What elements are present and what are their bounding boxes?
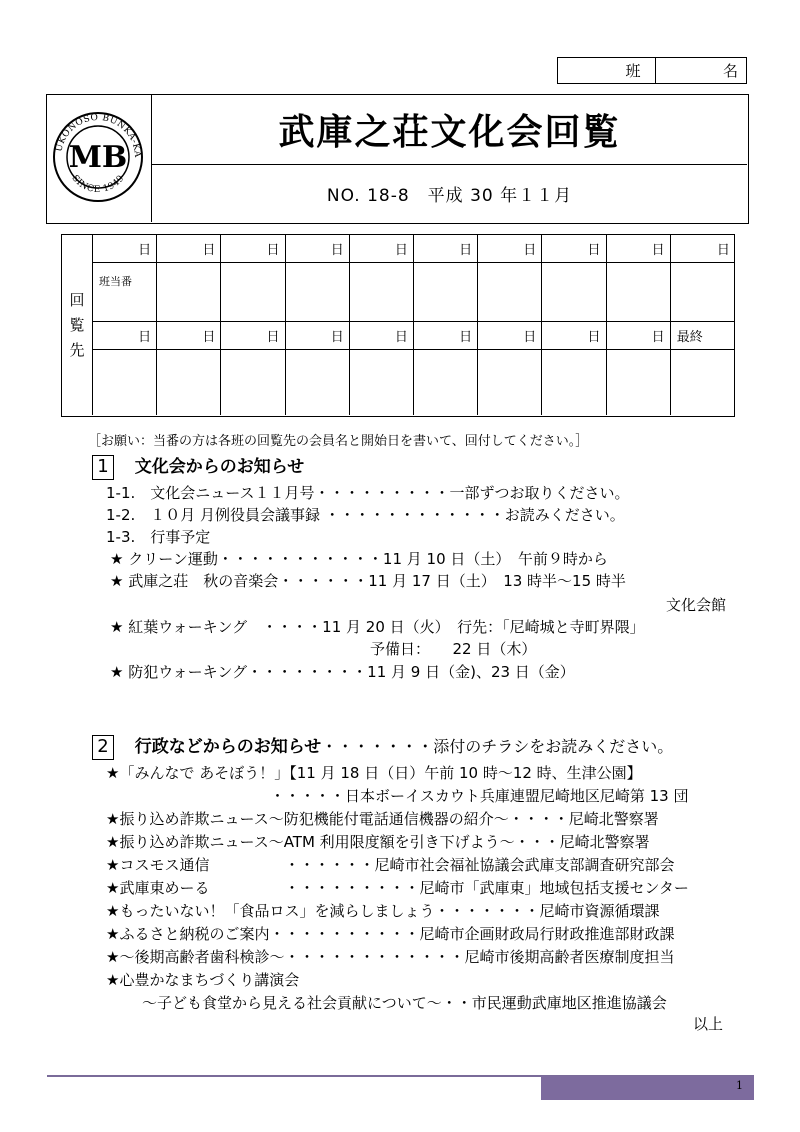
section2-line: ★武庫東めーる ・・・・・・・・・尼崎市「武庫東」地域包括支援センター [106,879,689,897]
section2-number: 2 [92,735,114,760]
section2-line: ★もったいない！「食品ロス」を減らしましょう・・・・・・・尼崎市資源循環課 [106,902,660,920]
section2-line: ～子ども食堂から見える社会貢献について～・・市民運動武庫地区推進協議会 [142,994,667,1012]
member-cell [414,350,478,415]
section1-heading [92,452,304,480]
section2-line: ★コスモス通信 ・・・・・・尼崎市社会福祉協議会武庫支部調査研究部会 [106,856,675,874]
issue-number: NO. 18-8 平成 30 年１１月 [326,186,573,206]
section1-line: ★ 紅葉ウォーキング ・・・・11 月 20 日（火） 行先：「尼崎城と寺町界隈」 [110,618,645,636]
day-cell: 日 [478,235,542,263]
final-cell: 最終 [671,322,735,350]
logo-ring-top: UKONOSO BUNKA-KA [54,112,143,159]
member-cell [286,263,350,322]
day-cell: 日 [157,235,221,263]
section2-line: ★振り込め詐欺ニュース～ATM 利用限度額を引き下げよう～・・・尼崎北警察署 [106,833,650,851]
day-cell: 日 [221,235,285,263]
logo-text: MB [68,140,128,175]
member-row-2 [93,350,735,415]
circulation-label [62,235,93,415]
day-cell: 日 [350,235,414,263]
han-label: 班 [558,58,656,83]
member-cell [607,350,671,415]
section1-line: 文化会館 [666,596,727,614]
day-cell: 日 [93,322,157,350]
day-cell: 日 [93,235,157,263]
section1-line: 1-2. １０月 月例役員会議事録 ・・・・・・・・・・・・お読みください。 [106,506,625,524]
member-cell [157,350,221,415]
day-cell: 日 [607,235,671,263]
day-cell: 日 [478,322,542,350]
member-cell [93,263,157,322]
closing-text: 以上 [693,1015,724,1033]
han-name-box [557,57,747,84]
member-cell [221,350,285,415]
member-cell [478,263,542,322]
day-cell: 日 [286,235,350,263]
day-cell: 日 [542,322,606,350]
page-number: 1 [736,1079,743,1092]
logo-ring-bottom: SINCE 1949 [69,173,127,196]
section1-line: 1-3. 行事予定 [106,528,211,546]
day-cell: 日 [671,235,735,263]
circulation-table [61,234,735,417]
section2-line: ★「みんなで あそぼう！」【11 月 18 日（日）午前 10 時～12 時、生津公園】 [106,764,642,782]
member-cell [157,263,221,322]
day-cell: 日 [221,322,285,350]
section2-line: ★ふるさと納税のご案内・・・・・・・・・・尼崎市企画財政局行財政推進部財政課 [106,925,675,943]
day-cell: 日 [542,235,606,263]
section1-line: ★ クリーン運動・・・・・・・・・・・11 月 10 日（土） 午前９時から [110,550,608,568]
member-cell [286,350,350,415]
member-cell [671,350,735,415]
section2-line: ・・・・・日本ボーイスカウト兵庫連盟尼崎地区尼崎第 13 団 [270,787,689,805]
mb-logo-icon [47,95,149,222]
svg-text:SINCE 1949 [69,173,126,195]
day-cell: 日 [350,322,414,350]
request-note: ［お願い：当番の方は各班の回覧先の会員名と開始日を書いて、回付してください。］ [88,434,589,449]
member-cell [671,263,735,322]
member-row-1 [93,263,735,322]
footer-accent-bar [541,1076,754,1100]
circulation-label-char: 覧 [69,315,85,334]
section2-title-suffix: ・・・・・・・添付のチラシをお読みください。 [321,737,674,756]
member-cell [542,350,606,415]
section2-title: 行政などからのお知らせ [134,737,322,757]
member-cell [93,350,157,415]
section2-line: ★振り込め詐欺ニュース～防犯機能付電話通信機器の紹介～・・・・尼崎北警察署 [106,810,659,828]
logo-cell [47,95,152,222]
circulation-label-char: 先 [69,340,85,359]
day-cell: 日 [286,322,350,350]
member-cell [221,263,285,322]
member-cell [478,350,542,415]
member-cell [350,263,414,322]
section1-line: 予備日： 22 日（木） [370,640,537,658]
day-cell: 日 [157,322,221,350]
day-row-1 [93,235,735,263]
day-cell: 日 [414,235,478,263]
day-cell: 日 [414,322,478,350]
section2-line: ★心豊かなまちづくり講演会 [106,971,300,989]
section1-line: ★ 防犯ウォーキング・・・・・・・・11 月 9 日（金)、23 日（金） [110,663,575,681]
section2-heading [92,732,673,760]
toban-label: 班当番 [99,275,132,288]
circulation-label-char: 回 [69,290,85,309]
member-cell [350,350,414,415]
member-cell [542,263,606,322]
member-cell [414,263,478,322]
document-header [46,94,749,224]
member-cell [607,263,671,322]
section1-title: 文化会からのお知らせ [134,457,305,477]
section1-number: 1 [92,455,114,480]
day-cell: 日 [607,322,671,350]
day-row-2 [93,322,735,350]
section2-line: ★～後期高齢者歯科検診～・・・・・・・・・・・・尼崎市後期高齢者医療制度担当 [106,948,675,966]
section1-line: ★ 武庫之荘 秋の音楽会・・・・・・11 月 17 日（土） 13 時半～15 時半 [110,572,626,590]
name-label: 名 [722,62,738,80]
section1-line: 1-1. 文化会ニュース１１月号・・・・・・・・・一部ずつお取りください。 [106,484,630,502]
page-title: 武庫之荘文化会回覧 [152,95,747,165]
